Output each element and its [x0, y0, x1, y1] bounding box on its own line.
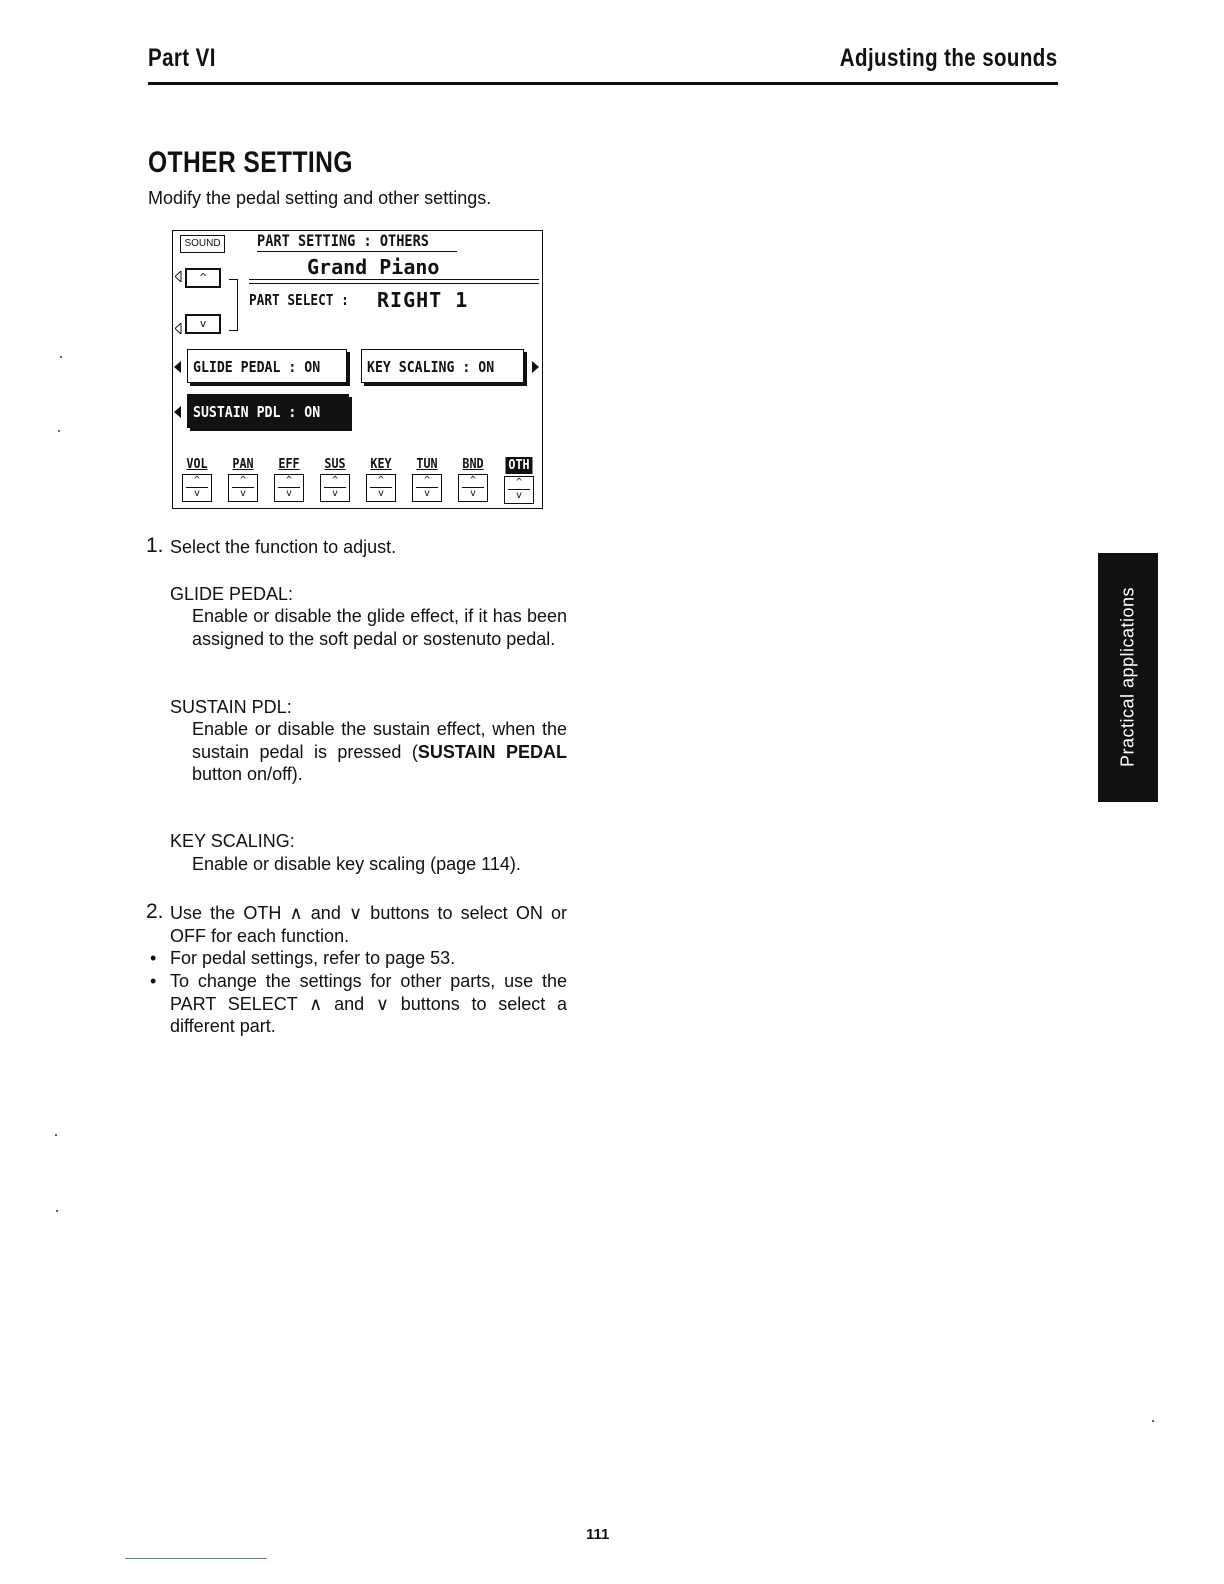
scan-speck — [60, 356, 62, 358]
down-icon: v — [285, 488, 293, 499]
header-part: Part VI — [148, 44, 216, 72]
bullet-1-text: For pedal settings, refer to page 53. — [170, 948, 456, 968]
up-icon: ^ — [515, 477, 523, 488]
tab-label: PAN — [232, 457, 254, 472]
part-select-bracket — [229, 279, 238, 331]
step-2-text: Use the OTH ∧ and ∨ buttons to select ON or OFF for each function. — [170, 903, 567, 946]
tone-name-rule — [249, 283, 539, 284]
up-icon: ^ — [423, 475, 431, 486]
scan-speck — [55, 1134, 57, 1136]
down-icon: v — [469, 488, 477, 499]
sound-mode-badge: SOUND — [180, 235, 225, 253]
part-select-value: RIGHT 1 — [377, 288, 469, 312]
key-description: Enable or disable key scaling (page 114). — [192, 854, 521, 874]
tab-key[interactable] — [366, 457, 396, 502]
glide-pedal-label: GLIDE PEDAL : ON — [193, 358, 321, 376]
tab-oth[interactable] — [504, 457, 534, 504]
bullet-icon: • — [150, 971, 157, 991]
tab-tun[interactable] — [412, 457, 442, 502]
up-icon: ^ — [469, 475, 477, 486]
tab-label: BND — [462, 457, 484, 472]
next-page-arrow-icon[interactable] — [532, 361, 539, 373]
footer-rule — [125, 1558, 267, 1559]
header-rule — [148, 82, 1058, 85]
glide-heading: GLIDE PEDAL: — [170, 584, 294, 604]
up-icon: ^ — [377, 475, 385, 486]
key-scaling-button[interactable] — [361, 349, 524, 383]
section-title: OTHER SETTING — [148, 146, 353, 179]
up-icon: ^ — [193, 475, 201, 486]
updown-buttons[interactable] — [274, 474, 304, 502]
scan-speck — [58, 430, 60, 432]
lcd-title-rule — [257, 251, 457, 252]
sustain-pointer-icon — [174, 406, 181, 418]
tab-sus[interactable] — [320, 457, 350, 502]
bullet-icon: • — [150, 948, 157, 968]
updown-buttons[interactable] — [320, 474, 350, 502]
tab-label: VOL — [186, 457, 208, 472]
updown-buttons[interactable] — [228, 474, 258, 502]
intro-text: Modify the pedal setting and other settings. — [148, 188, 492, 208]
updown-buttons[interactable] — [458, 474, 488, 502]
page-number: 111 — [586, 1526, 610, 1543]
sustain-heading: SUSTAIN PDL: — [170, 697, 292, 717]
part-select-down-button[interactable]: v — [185, 314, 221, 334]
down-icon: v — [377, 488, 385, 499]
side-tab — [1098, 553, 1158, 802]
tone-name: Grand Piano — [307, 255, 440, 279]
step-1-text: Select the function to adjust. — [170, 537, 397, 557]
up-icon: ^ — [239, 475, 247, 486]
step-2-number: 2. — [146, 900, 164, 923]
lcd-screen-title: PART SETTING : OTHERS — [257, 231, 429, 250]
part-select-up-button[interactable]: ^ — [185, 268, 221, 288]
tab-pan[interactable] — [228, 457, 258, 502]
tab-label-active: OTH — [506, 457, 533, 474]
part-select-label: PART SELECT : — [249, 291, 349, 309]
updown-buttons[interactable] — [182, 474, 212, 502]
scan-speck — [56, 1210, 58, 1212]
sustain-desc-pre: Enable or disable the sustain effect, when the sustain pedal is pressed ( — [192, 719, 567, 762]
key-scaling-label: KEY SCALING : ON — [367, 358, 495, 376]
down-icon: v — [239, 488, 247, 499]
up-icon: ^ — [331, 475, 339, 486]
tab-label: SUS — [324, 457, 346, 472]
step-1-number: 1. — [146, 534, 164, 557]
glide-pointer-icon — [174, 361, 181, 373]
updown-buttons[interactable] — [412, 474, 442, 502]
lcd-display — [172, 230, 543, 509]
down-icon: v — [331, 488, 339, 499]
sustain-desc-post: button on/off). — [192, 764, 303, 784]
tab-bnd[interactable] — [458, 457, 488, 502]
sustain-pdl-button[interactable] — [187, 394, 349, 428]
key-heading: KEY SCALING: — [170, 831, 295, 851]
sustain-pedal-term: SUSTAIN PEDAL — [417, 741, 567, 762]
tab-label: KEY — [370, 457, 392, 472]
tone-name-rule — [249, 279, 539, 280]
down-icon: v — [515, 490, 523, 501]
sustain-description — [192, 718, 567, 786]
side-tab-label: Practical applications — [1117, 586, 1138, 768]
scan-speck — [1152, 1420, 1154, 1422]
updown-buttons[interactable] — [366, 474, 396, 502]
tab-vol[interactable] — [182, 457, 212, 502]
down-icon: v — [193, 488, 201, 499]
bullet-2-text: To change the settings for other parts, use the PART SELECT ∧ and ∨ buttons to select a different part. — [170, 971, 567, 1036]
part-down-pointer-icon — [175, 323, 181, 333]
part-up-pointer-icon — [175, 271, 181, 281]
tab-eff[interactable] — [274, 457, 304, 502]
updown-buttons[interactable] — [504, 476, 534, 504]
glide-description: Enable or disable the glide effect, if it has been assigned to the soft pedal or sostenuto pedal. — [192, 606, 567, 649]
tab-label: TUN — [416, 457, 438, 472]
sustain-pdl-label: SUSTAIN PDL : ON — [193, 403, 321, 421]
up-icon: ^ — [285, 475, 293, 486]
down-icon: v — [423, 488, 431, 499]
tab-label: EFF — [278, 457, 300, 472]
glide-pedal-button[interactable] — [187, 349, 347, 383]
header-section: Adjusting the sounds — [840, 44, 1058, 72]
